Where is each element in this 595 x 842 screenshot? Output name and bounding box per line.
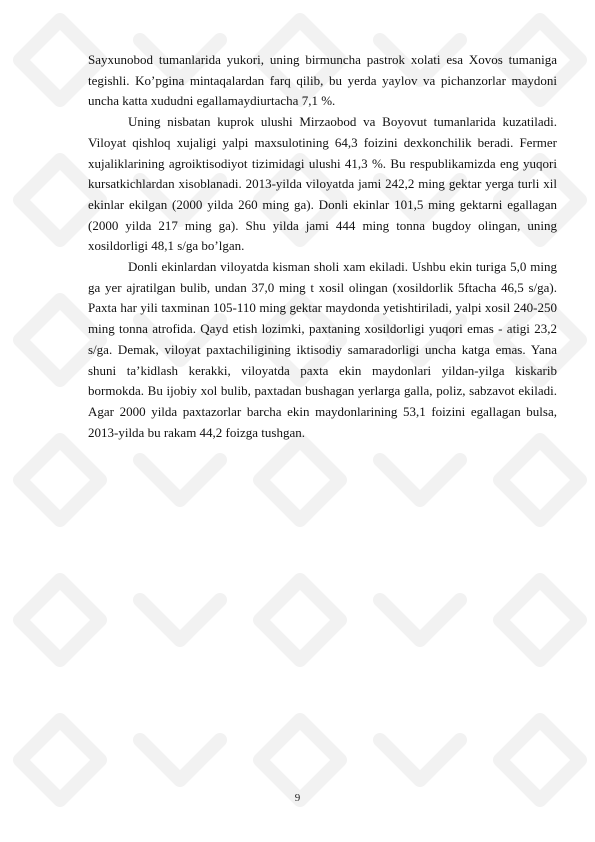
document-body xyxy=(88,50,557,443)
paragraph-3: Donli ekinlardan viloyatda kisman sholi xam ekiladi. Ushbu ekin turiga 5,0 ming ga yer ajratilgan bulib, undan 37,0 ming t xosil olingan (xosildorlik 5ftacha 46,5 s/ga). Paxta har yili taxminan 105-110 ming gektar maydonda yetishtiriladi, yalpi xosil 240-250 ming tonna atrofida. Qayd etish lozimki, paxtaning xosildorligi yuqori emas - atigi 23,2 s/ga. Demak, viloyat paxtachiligining iktisodiy samaradorligi uncha katga emas. Yana shuni ta’kidlash kerakki, viloyatda paxta ekin maydonlari yildan-yilga kiskarib bormokda. Bu ijobiy xol bulib, paxtadan bushagan yerlarga galla, poliz, sabzavot ekiladi. Agar 2000 yilda paxtazorlar barcha ekin maydonlarining 53,1 foizini egallagan bulsa, 2013-yilda bu rakam 44,2 foizga tushgan. xyxy=(88,259,557,440)
paragraph-1: Sayxunobod tumanlarida yukori, uning birmuncha pastrok xolati esa Xovos tumaniga tegishli. Ko’pgina mintaqalardan farq qilib, bu yerda yaylov va pichanzorlar maydoni uncha katta xududni egallamaydiurtacha 7,1 %. xyxy=(88,52,557,109)
paragraph-2: Uning nisbatan kuprok ulushi Mirzaobod va Boyovut tumanlarida kuzatiladi. Viloyat qishloq xujaligi yalpi maxsulotining 64,3 foizini dexkonchilik beradi. Fermer xujaliklarining agroiktisodiyot tizimidagi ulushi 41,3 %. Bu respublikamizda eng yuqori kursatkichlardan xisoblanadi. 2013-yilda viloyatda jami 242,2 ming gektar yerga turli xil ekinlar ekilgan (2000 yilda 260 ming ga). Donli ekinlar 101,5 ming gektarni egallagan (2000 yilda 217 ming ga). Shu yilda jami 444 ming tonna bugdoy olingan, uning xosildorligi 48,1 s/ga bo’lgan. xyxy=(88,114,557,254)
page-number: 9 xyxy=(294,792,301,804)
